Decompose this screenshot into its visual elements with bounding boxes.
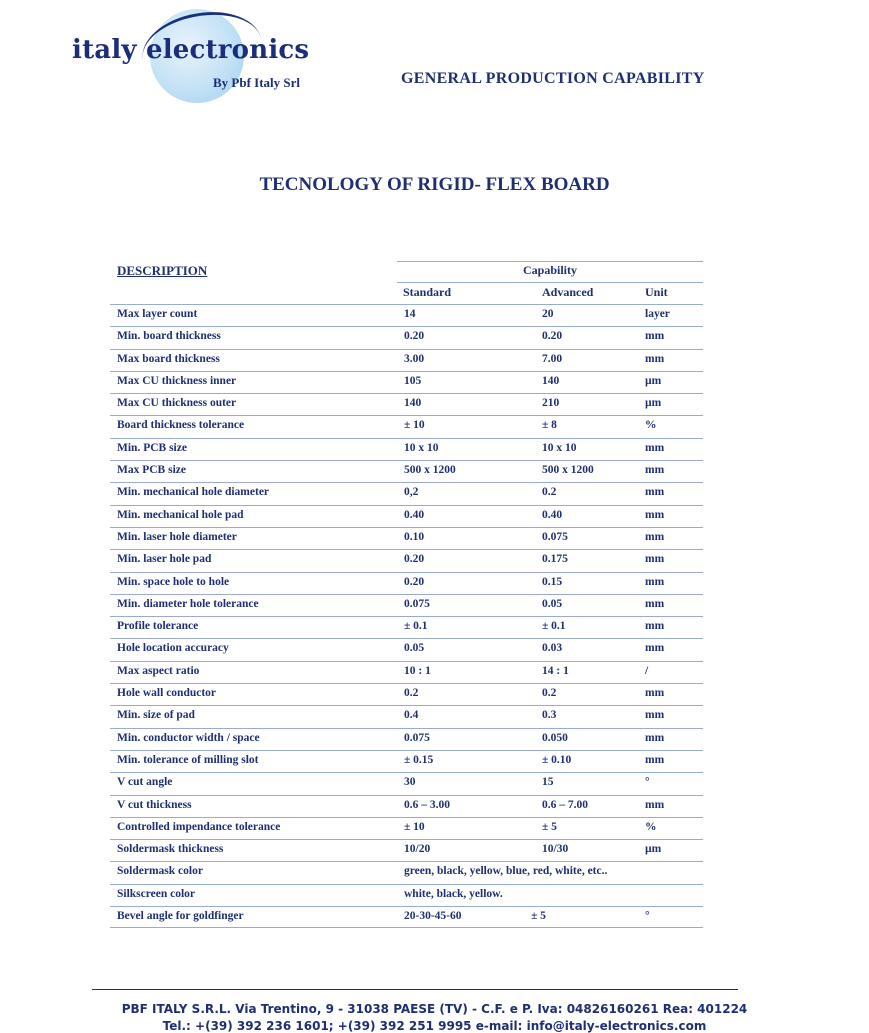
row-description: Soldermask thickness: [117, 843, 224, 856]
table-row: [110, 371, 703, 393]
row-advanced: ± 0.1: [542, 620, 566, 633]
row-unit: mm: [645, 575, 665, 588]
row-description: Min. size of pad: [117, 709, 195, 722]
row-standard: 0.075: [404, 731, 430, 744]
table-row: [110, 861, 703, 883]
row-description: Min. conductor width / space: [117, 731, 260, 744]
row-standard: ± 0.1: [404, 620, 428, 633]
table-row: [110, 616, 703, 638]
logo-subtitle: By Pbf Italy Srl: [213, 75, 301, 90]
row-standard: 0.40: [404, 508, 425, 521]
row-value: white, black, yellow.: [404, 887, 503, 900]
row-description: Min. diameter hole tolerance: [117, 597, 259, 610]
row-advanced: 0.175: [542, 553, 568, 566]
table-row: [110, 683, 703, 705]
table-row: [110, 884, 703, 906]
row-unit: mm: [645, 553, 665, 566]
row-unit: mm: [645, 798, 665, 811]
logo-brand: italy electronics: [72, 35, 310, 65]
row-advanced: 0.20: [542, 330, 563, 343]
table-row: [110, 661, 703, 683]
header-title: GENERAL PRODUCTION CAPABILITY: [401, 70, 705, 87]
row-unit: %: [645, 419, 657, 432]
row-description: Max CU thickness inner: [117, 374, 237, 387]
table-row: [110, 393, 703, 415]
row-tolerance: ± 5: [531, 910, 546, 923]
row-unit: %: [645, 820, 657, 833]
row-advanced: 0.3: [542, 709, 557, 722]
row-description: Min. laser hole diameter: [117, 530, 237, 543]
row-unit: mm: [645, 709, 665, 722]
row-unit: mm: [645, 687, 665, 700]
row-advanced: 10 x 10: [542, 441, 577, 454]
row-advanced: 500 x 1200: [542, 464, 594, 477]
row-advanced: 20: [542, 308, 554, 320]
row-standard: 105: [404, 374, 422, 387]
row-advanced: 140: [542, 374, 560, 387]
table-row: [110, 460, 703, 482]
row-description: V cut thickness: [117, 798, 192, 811]
row-standard: 3.00: [404, 352, 425, 365]
row-description: Min. mechanical hole pad: [117, 508, 244, 521]
row-unit: mm: [645, 620, 665, 633]
row-standard: 20-30-45-60: [404, 910, 462, 923]
row-unit: mm: [645, 486, 665, 499]
row-advanced: 10/30: [542, 843, 569, 856]
row-unit: mm: [645, 642, 665, 655]
row-standard: 10 x 10: [404, 441, 439, 454]
row-description: Max board thickness: [117, 352, 220, 365]
row-advanced: ± 0.10: [542, 753, 572, 766]
row-standard: ± 0.15: [404, 753, 434, 766]
table-row: [110, 817, 703, 839]
capability-table: [110, 304, 703, 928]
row-unit: µm: [645, 843, 662, 856]
row-unit: mm: [645, 508, 665, 521]
footer-address: PBF ITALY S.R.L. Via Trentino, 9 - 31038 PAESE (TV) - C.F. e P. Iva: 04826160261 Rea: 401224: [121, 1002, 748, 1016]
row-standard: 0.2: [404, 687, 419, 700]
row-description: Max PCB size: [117, 464, 186, 477]
table-row: [110, 728, 703, 750]
row-unit: layer: [645, 308, 670, 320]
row-unit: mm: [645, 530, 665, 543]
row-standard: 0.6 – 3.00: [404, 798, 450, 811]
page-title: TECNOLOGY OF RIGID- FLEX BOARD: [259, 174, 610, 195]
row-description: Min. mechanical hole diameter: [117, 486, 270, 499]
row-advanced: 0.2: [542, 687, 557, 700]
capability-header: Capability: [522, 263, 577, 277]
row-advanced: 0.050: [542, 731, 568, 744]
row-description: Bevel angle for goldfinger: [117, 910, 244, 923]
divider: [397, 261, 703, 262]
row-advanced: 0.40: [542, 508, 563, 521]
row-standard: 0.4: [404, 709, 419, 722]
row-description: Min. tolerance of milling slot: [117, 753, 259, 766]
row-advanced: 0.15: [542, 575, 563, 588]
row-standard: 30: [404, 776, 416, 789]
row-description: Silkscreen color: [117, 887, 196, 900]
row-unit: °: [645, 776, 650, 789]
divider: [397, 282, 703, 283]
row-unit: mm: [645, 731, 665, 744]
table-row: [110, 772, 703, 794]
row-standard: 140: [404, 397, 422, 410]
row-description: Hole location accuracy: [117, 642, 229, 655]
row-standard: ± 10: [404, 820, 425, 833]
row-description: Soldermask color: [117, 865, 203, 878]
table-row: [110, 549, 703, 571]
table-row: [110, 349, 703, 371]
table-row: [110, 572, 703, 594]
row-description: Min. space hole to hole: [117, 575, 230, 588]
table-row: [110, 750, 703, 772]
row-unit: mm: [645, 597, 665, 610]
row-description: Board thickness tolerance: [117, 419, 245, 432]
table-row: [110, 594, 703, 616]
row-unit: mm: [645, 753, 665, 766]
table-row: [110, 415, 703, 437]
row-standard: 500 x 1200: [404, 464, 456, 477]
row-description: Profile tolerance: [117, 620, 199, 633]
row-advanced: 14 : 1: [542, 664, 569, 677]
row-unit: mm: [645, 441, 665, 454]
row-description: Max CU thickness outer: [117, 397, 237, 410]
row-standard: 10/20: [404, 843, 431, 856]
row-standard: 0.10: [404, 530, 425, 543]
row-unit: mm: [645, 330, 665, 343]
row-standard: 10 : 1: [404, 664, 431, 677]
row-description: Hole wall conductor: [117, 687, 217, 700]
row-standard: 0.075: [404, 597, 430, 610]
row-description: Min. PCB size: [117, 441, 187, 454]
row-description: Min. laser hole pad: [117, 553, 212, 566]
table-row: [110, 505, 703, 527]
row-advanced: ± 5: [542, 820, 557, 833]
row-standard: 0.20: [404, 553, 425, 566]
row-advanced: 0.2: [542, 486, 557, 499]
column-header-advanced: Advanced: [542, 285, 594, 299]
description-header: DESCRIPTION: [117, 263, 208, 278]
footer-contact: Tel.: +(39) 392 236 1601; +(39) 392 251 9995 e-mail: info@italy-electronics.com: [162, 1019, 707, 1033]
table-row: [110, 527, 703, 549]
row-standard: 0,2: [404, 486, 419, 499]
row-description: V cut angle: [117, 776, 173, 789]
row-description: Min. board thickness: [117, 330, 221, 343]
row-advanced: 15: [542, 776, 554, 789]
row-standard: 14: [404, 308, 416, 320]
table-row: [110, 906, 703, 928]
table-row: [110, 438, 703, 460]
row-value: green, black, yellow, blue, red, white, etc..: [404, 865, 608, 878]
row-unit: µm: [645, 374, 662, 387]
row-unit: µm: [645, 397, 662, 410]
row-standard: ± 10: [404, 419, 425, 432]
table-row: [110, 482, 703, 504]
company-logo: [68, 5, 358, 105]
row-unit: mm: [645, 464, 665, 477]
row-unit: /: [645, 664, 649, 677]
row-advanced: 0.03: [542, 642, 563, 655]
table-row: [110, 326, 703, 348]
row-advanced: 210: [542, 397, 560, 410]
row-unit: mm: [645, 352, 665, 365]
column-header-unit: Unit: [645, 285, 668, 299]
row-standard: 0.05: [404, 642, 425, 655]
row-description: Max layer count: [117, 308, 198, 320]
footer-divider: [92, 989, 738, 990]
column-header-standard: Standard: [403, 285, 452, 299]
table-row: [110, 638, 703, 660]
row-standard: 0.20: [404, 575, 425, 588]
table-row: [110, 304, 703, 326]
table-row: [110, 705, 703, 727]
row-unit: °: [645, 910, 650, 923]
table-row: [110, 795, 703, 817]
row-advanced: ± 8: [542, 419, 557, 432]
row-standard: 0.20: [404, 330, 425, 343]
row-advanced: 0.05: [542, 597, 563, 610]
row-advanced: 0.6 – 7.00: [542, 798, 588, 811]
row-advanced: 7.00: [542, 352, 563, 365]
row-advanced: 0.075: [542, 530, 568, 543]
table-row: [110, 839, 703, 861]
row-description: Max aspect ratio: [117, 664, 200, 677]
row-description: Controlled impendance tolerance: [117, 820, 281, 833]
